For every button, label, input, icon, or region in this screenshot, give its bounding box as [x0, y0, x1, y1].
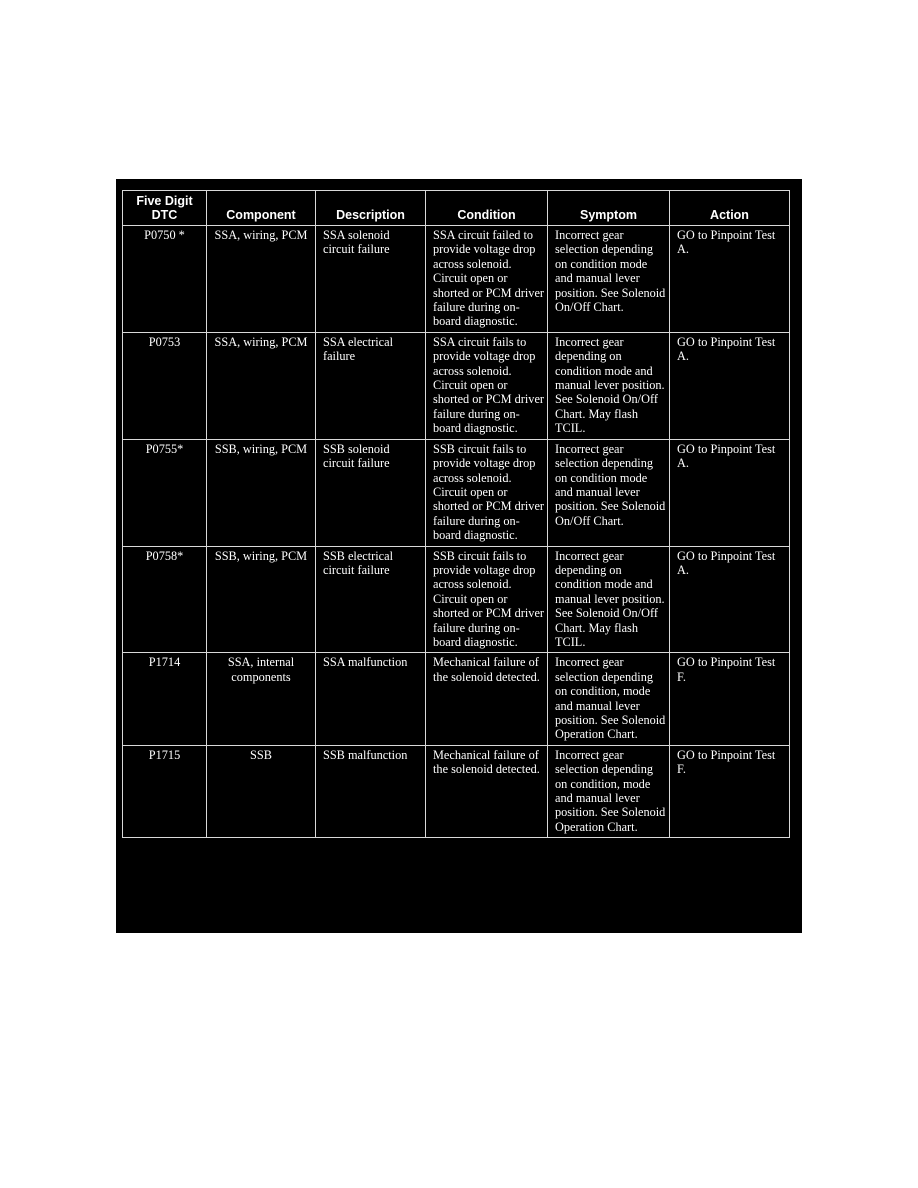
description-cell: SSA malfunction: [316, 653, 426, 745]
description-cell: SSA electrical failure: [316, 332, 426, 439]
dtc-table: [122, 190, 790, 838]
header-component: Component: [207, 191, 316, 226]
table-row: [123, 332, 790, 439]
symptom-cell: Incorrect gear selection depending on condition, mode and manual lever position. See Solenoid Operation Chart.: [548, 745, 670, 837]
action-cell: GO to Pinpoint Test A.: [670, 226, 790, 333]
symptom-cell: Incorrect gear depending on condition mode and manual lever position. See Solenoid On/Off Chart. May flash TCIL.: [548, 332, 670, 439]
dtc-code: P0753: [123, 332, 207, 439]
table-row: [123, 653, 790, 745]
condition-cell: SSB circuit fails to provide voltage drop across solenoid. Circuit open or shorted or PCM driver failure during on-board diagnostic.: [426, 546, 548, 653]
condition-cell: SSA circuit failed to provide voltage drop across solenoid. Circuit open or shorted or PCM driver failure during on-board diagnostic.: [426, 226, 548, 333]
description-cell: SSB solenoid circuit failure: [316, 439, 426, 546]
header-symptom: Symptom: [548, 191, 670, 226]
component-cell: SSA, wiring, PCM: [207, 226, 316, 333]
table-row: [123, 226, 790, 333]
condition-cell: Mechanical failure of the solenoid detected.: [426, 653, 548, 745]
dtc-code: P0758*: [123, 546, 207, 653]
dtc-code: P0750 *: [123, 226, 207, 333]
symptom-cell: Incorrect gear selection depending on condition, mode and manual lever position. See Solenoid Operation Chart.: [548, 653, 670, 745]
action-cell: GO to Pinpoint Test F.: [670, 745, 790, 837]
header-condition: Condition: [426, 191, 548, 226]
action-cell: GO to Pinpoint Test F.: [670, 653, 790, 745]
symptom-cell: Incorrect gear selection depending on condition mode and manual lever position. See Solenoid On/Off Chart.: [548, 226, 670, 333]
header-action: Action: [670, 191, 790, 226]
component-cell: SSA, wiring, PCM: [207, 332, 316, 439]
component-cell: SSB, wiring, PCM: [207, 546, 316, 653]
action-cell: GO to Pinpoint Test A.: [670, 439, 790, 546]
symptom-cell: Incorrect gear selection depending on condition mode and manual lever position. See Solenoid On/Off Chart.: [548, 439, 670, 546]
table-header-row: [123, 191, 790, 226]
component-cell: SSB, wiring, PCM: [207, 439, 316, 546]
condition-cell: Mechanical failure of the solenoid detected.: [426, 745, 548, 837]
component-cell: SSB: [207, 745, 316, 837]
table-row: [123, 745, 790, 837]
dtc-code: P1714: [123, 653, 207, 745]
condition-cell: SSA circuit fails to provide voltage drop across solenoid. Circuit open or shorted or PCM driver failure during on-board diagnostic.: [426, 332, 548, 439]
action-cell: GO to Pinpoint Test A.: [670, 546, 790, 653]
description-cell: SSB electrical circuit failure: [316, 546, 426, 653]
dtc-code: P0755*: [123, 439, 207, 546]
table-row: [123, 546, 790, 653]
header-description: Description: [316, 191, 426, 226]
symptom-cell: Incorrect gear depending on condition mode and manual lever position. See Solenoid On/Off Chart. May flash TCIL.: [548, 546, 670, 653]
condition-cell: SSB circuit fails to provide voltage drop across solenoid. Circuit open or shorted or PCM driver failure during on-board diagnostic.: [426, 439, 548, 546]
description-cell: SSA solenoid circuit failure: [316, 226, 426, 333]
action-cell: GO to Pinpoint Test A.: [670, 332, 790, 439]
dtc-code: P1715: [123, 745, 207, 837]
dtc-table-panel: [116, 179, 802, 933]
component-cell: SSA, internal components: [207, 653, 316, 745]
header-dtc: Five Digit DTC: [123, 191, 207, 226]
description-cell: SSB malfunction: [316, 745, 426, 837]
table-row: [123, 439, 790, 546]
